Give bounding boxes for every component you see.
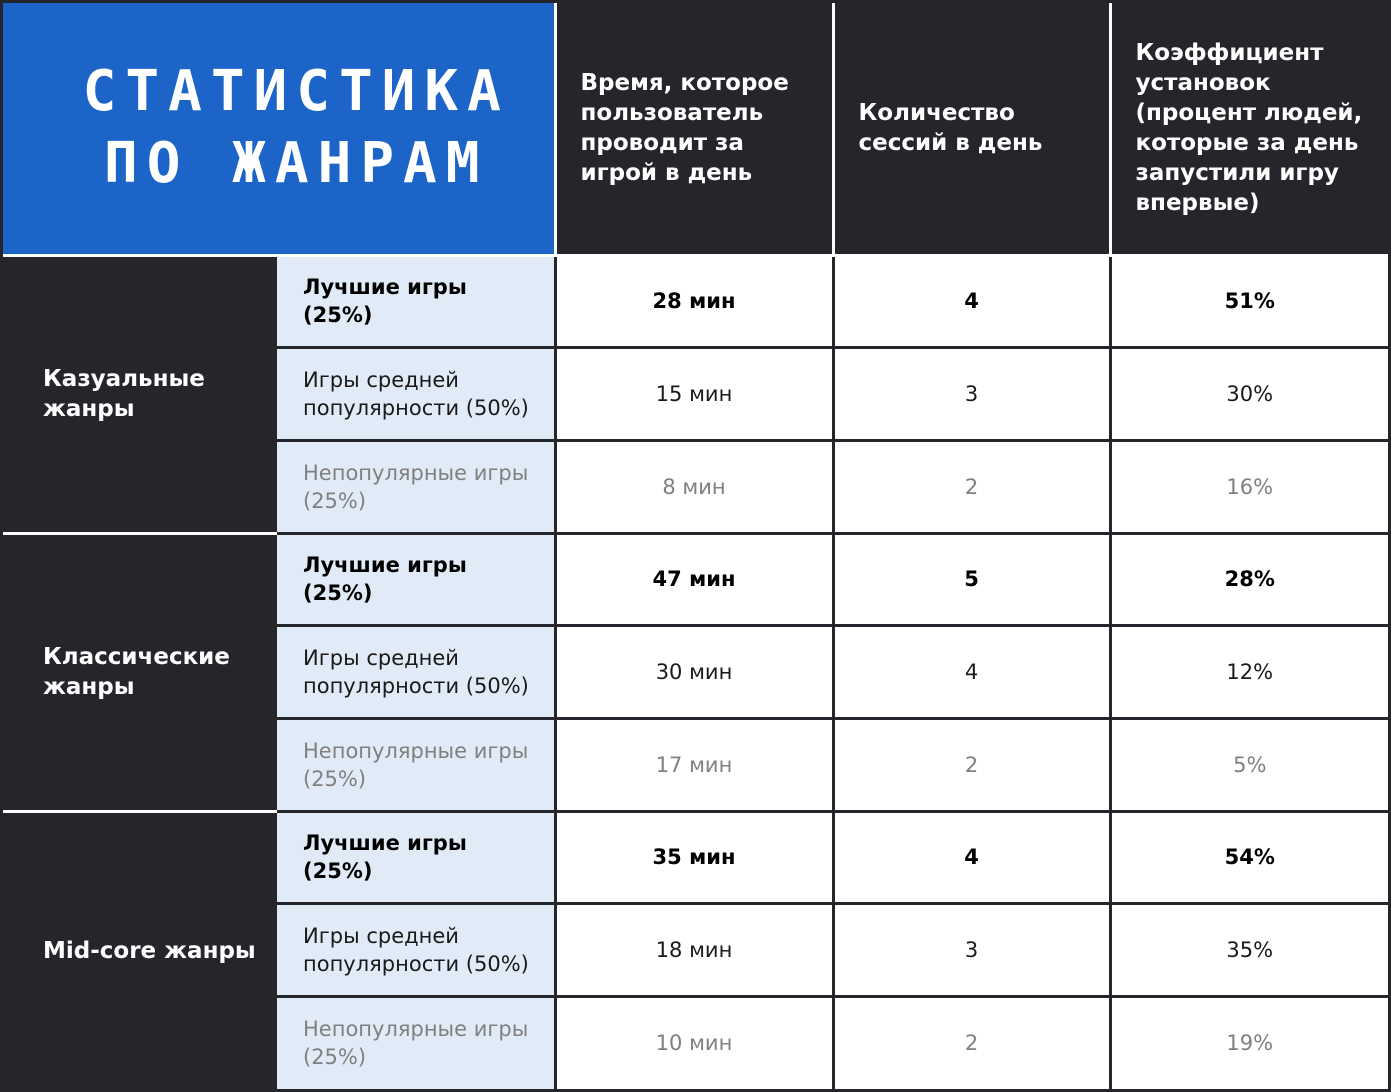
time-value: 35 мин bbox=[555, 811, 833, 903]
time-value: 8 мин bbox=[555, 440, 833, 533]
rate-value: 30% bbox=[1110, 347, 1388, 440]
time-value: 10 мин bbox=[555, 996, 833, 1089]
category-label: Лучшие игры (25%) bbox=[277, 533, 555, 625]
header-sessions: Количество сессий в день bbox=[833, 3, 1110, 255]
category-label: Игры средней популярности (50%) bbox=[277, 625, 555, 718]
time-value: 28 мин bbox=[555, 255, 833, 347]
sessions-value: 4 bbox=[833, 625, 1110, 718]
table-row bbox=[3, 811, 1388, 903]
sessions-value: 4 bbox=[833, 811, 1110, 903]
time-value: 15 мин bbox=[555, 347, 833, 440]
title-cell bbox=[3, 3, 555, 255]
sessions-value: 2 bbox=[833, 996, 1110, 1089]
page-title: СТАТИСТИКА ПО ЖАНРАМ bbox=[82, 59, 510, 197]
time-value: 17 мин bbox=[555, 718, 833, 811]
genre-label: Mid-core жанры bbox=[3, 811, 277, 1089]
rate-value: 5% bbox=[1110, 718, 1388, 811]
rate-value: 19% bbox=[1110, 996, 1388, 1089]
sessions-value: 2 bbox=[833, 440, 1110, 533]
sessions-value: 2 bbox=[833, 718, 1110, 811]
category-label: Непопулярные игры (25%) bbox=[277, 440, 555, 533]
rate-value: 28% bbox=[1110, 533, 1388, 625]
table-row bbox=[3, 533, 1388, 625]
rate-value: 16% bbox=[1110, 440, 1388, 533]
sessions-value: 5 bbox=[833, 533, 1110, 625]
category-label: Лучшие игры (25%) bbox=[277, 255, 555, 347]
sessions-value: 4 bbox=[833, 255, 1110, 347]
genre-label: Классические жанры bbox=[3, 533, 277, 811]
category-label: Игры средней популярности (50%) bbox=[277, 903, 555, 996]
genre-label: Казуальные жанры bbox=[3, 255, 277, 533]
table-row bbox=[3, 255, 1388, 347]
category-label: Лучшие игры (25%) bbox=[277, 811, 555, 903]
header-row bbox=[3, 3, 1388, 255]
header-time: Время, которое пользователь проводит за игрой в день bbox=[555, 3, 833, 255]
rate-value: 54% bbox=[1110, 811, 1388, 903]
header-install-rate: Коэффициент установок (процент людей, которые за день запустили игру впервые) bbox=[1110, 3, 1388, 255]
rate-value: 51% bbox=[1110, 255, 1388, 347]
rate-value: 12% bbox=[1110, 625, 1388, 718]
sessions-value: 3 bbox=[833, 347, 1110, 440]
time-value: 30 мин bbox=[555, 625, 833, 718]
rate-value: 35% bbox=[1110, 903, 1388, 996]
category-label: Непопулярные игры (25%) bbox=[277, 718, 555, 811]
category-label: Игры средней популярности (50%) bbox=[277, 347, 555, 440]
category-label: Непопулярные игры (25%) bbox=[277, 996, 555, 1089]
genre-stats-table bbox=[3, 3, 1388, 1089]
time-value: 18 мин bbox=[555, 903, 833, 996]
sessions-value: 3 bbox=[833, 903, 1110, 996]
time-value: 47 мин bbox=[555, 533, 833, 625]
